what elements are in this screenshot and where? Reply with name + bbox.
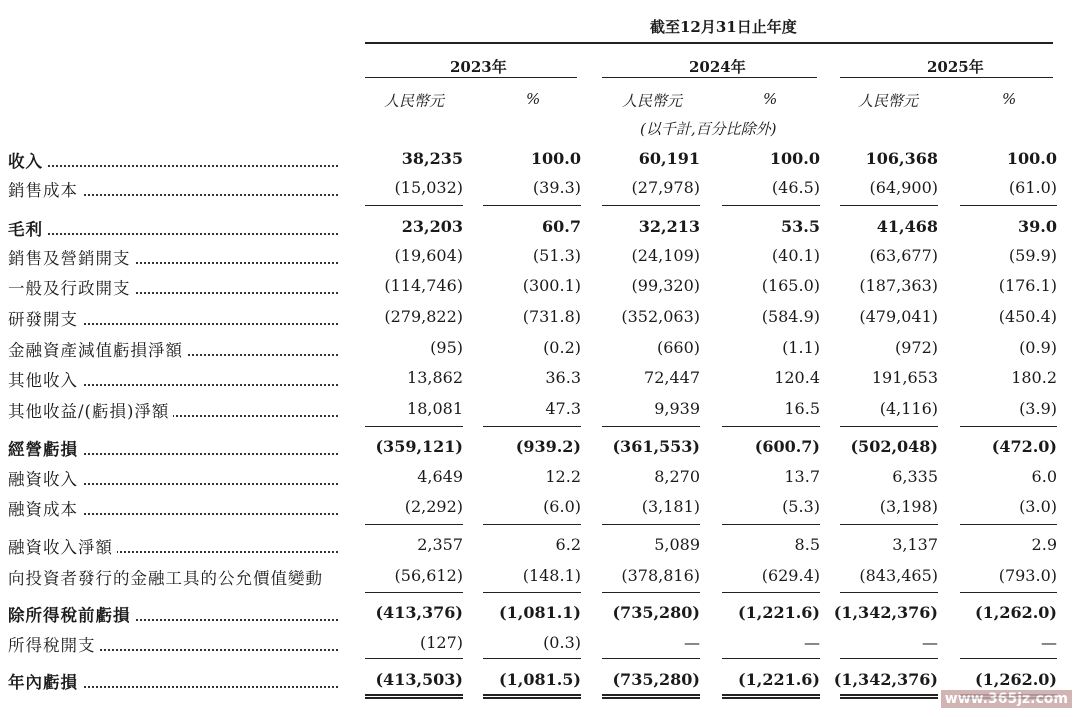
unit-label-2025: 人民幣元 <box>858 92 919 110</box>
unit-label-2024: 人民幣元 <box>622 92 683 110</box>
leader-dots <box>8 165 338 167</box>
table-cell: 191,653 <box>871 368 938 387</box>
section-rule <box>722 524 820 525</box>
row-label-text: 一般及行政開支 <box>8 279 135 298</box>
row-label-text: 融資成本 <box>8 500 82 519</box>
table-cell: (99,320) <box>631 276 700 295</box>
percent-label-2024: % <box>763 90 778 108</box>
table-cell: — <box>684 633 700 652</box>
table-cell: 5,089 <box>654 535 700 554</box>
section-rule <box>840 658 938 659</box>
period-heading: 截至12月31日止年度 <box>650 18 797 36</box>
leader-dots <box>8 233 338 235</box>
table-cell: (413,376) <box>375 603 463 622</box>
row-label <box>8 177 338 201</box>
table-cell: (735,280) <box>612 670 700 689</box>
section-rule <box>960 658 1057 659</box>
double-rule <box>722 694 820 699</box>
unit-label-2023: 人民幣元 <box>384 92 445 110</box>
table-cell: 6.2 <box>555 535 581 554</box>
watermark: www.365jz.com <box>941 690 1072 708</box>
table-cell: — <box>804 633 820 652</box>
table-cell: (4,116) <box>879 399 938 418</box>
row-label <box>8 466 338 490</box>
row-label-text: 年內虧損 <box>8 673 82 692</box>
table-cell: (972) <box>894 338 938 357</box>
table-cell: 18,081 <box>407 399 463 418</box>
table-cell: 23,203 <box>401 217 463 236</box>
row-label-text: 除所得稅前虧損 <box>8 606 135 625</box>
table-cell: 13.7 <box>784 467 820 486</box>
section-rule <box>483 205 581 206</box>
row-label-text: 銷售成本 <box>8 181 82 200</box>
row-label-text: 融資收入 <box>8 470 82 489</box>
year-2023-heading: 2023年 <box>450 58 507 76</box>
row-label <box>8 565 324 589</box>
table-cell: (1,081.1) <box>499 603 581 622</box>
table-cell: (731.8) <box>522 307 581 326</box>
table-cell: (165.0) <box>761 276 820 295</box>
table-cell: 13,862 <box>407 368 463 387</box>
row-label-text: 融資收入淨額 <box>8 538 117 557</box>
section-rule <box>722 426 820 427</box>
table-cell: (3.9) <box>1019 399 1057 418</box>
section-rule <box>840 592 938 593</box>
section-rule <box>722 205 820 206</box>
table-cell: 38,235 <box>401 149 463 168</box>
section-rule <box>365 524 463 525</box>
table-cell: (0.2) <box>543 338 581 357</box>
row-label <box>8 148 338 172</box>
table-cell: (46.5) <box>771 178 820 197</box>
table-cell: 2.9 <box>1031 535 1057 554</box>
double-rule <box>365 694 463 699</box>
table-cell: (187,363) <box>859 276 938 295</box>
table-cell: (300.1) <box>522 276 581 295</box>
table-cell: 39.0 <box>1018 217 1057 236</box>
table-cell: (3,198) <box>879 497 938 516</box>
table-cell: 60,191 <box>638 149 700 168</box>
table-cell: (1,262.0) <box>975 603 1057 622</box>
row-label-text: 向投資者發行的金融工具的公允價值變動 <box>8 569 324 588</box>
year-2025-heading: 2025年 <box>927 58 984 76</box>
table-cell: (39.3) <box>532 178 581 197</box>
table-cell: (450.4) <box>998 307 1057 326</box>
double-rule <box>602 694 700 699</box>
table-cell: (939.2) <box>515 437 581 456</box>
row-label <box>8 245 338 269</box>
row-label <box>8 367 338 391</box>
table-cell: (479,041) <box>859 307 938 326</box>
table-cell: (1,221.6) <box>738 670 820 689</box>
table-cell: (19,604) <box>394 246 463 265</box>
section-rule <box>602 658 700 659</box>
table-cell: 9,939 <box>654 399 700 418</box>
table-cell: (6.0) <box>543 497 581 516</box>
table-cell: (64,900) <box>869 178 938 197</box>
table-cell: (5.3) <box>782 497 820 516</box>
row-label-text: 金融資產減值虧損淨額 <box>8 341 187 360</box>
section-rule <box>722 592 820 593</box>
table-cell: (51.3) <box>532 246 581 265</box>
table-cell: (361,553) <box>612 437 700 456</box>
table-cell: 53.5 <box>781 217 820 236</box>
section-rule <box>483 426 581 427</box>
table-cell: 36.3 <box>545 368 581 387</box>
section-rule <box>602 205 700 206</box>
table-cell: 32,213 <box>638 217 700 236</box>
table-cell: 2,357 <box>417 535 463 554</box>
table-cell: (127) <box>419 633 463 652</box>
year-2023-rule <box>365 77 577 78</box>
table-cell: (61.0) <box>1008 178 1057 197</box>
units-note: (以千計,百分比除外) <box>640 120 777 138</box>
table-cell: (3,181) <box>641 497 700 516</box>
row-label-text: 收入 <box>8 152 47 171</box>
table-cell: 120.4 <box>774 368 820 387</box>
section-rule <box>365 592 463 593</box>
table-cell: 100.0 <box>769 149 820 168</box>
section-rule <box>722 658 820 659</box>
table-cell: (352,063) <box>621 307 700 326</box>
table-cell: 3,137 <box>892 535 938 554</box>
double-rule <box>840 694 938 699</box>
table-cell: 100.0 <box>1006 149 1057 168</box>
section-rule <box>960 426 1057 427</box>
percent-label-2023: % <box>526 90 541 108</box>
table-cell: 106,368 <box>865 149 938 168</box>
table-cell: 180.2 <box>1011 368 1057 387</box>
table-cell: 8.5 <box>794 535 820 554</box>
table-cell: (378,816) <box>621 566 700 585</box>
row-label <box>8 337 338 361</box>
row-label <box>8 534 338 558</box>
table-cell: 47.3 <box>545 399 581 418</box>
row-label-text: 經營虧損 <box>8 440 82 459</box>
table-cell: (148.1) <box>522 566 581 585</box>
table-cell: 12.2 <box>545 467 581 486</box>
table-cell: (27,978) <box>631 178 700 197</box>
section-rule <box>365 658 463 659</box>
row-label <box>8 275 338 299</box>
row-label <box>8 398 338 422</box>
row-label <box>8 632 338 656</box>
period-rule <box>365 42 1053 44</box>
table-cell: (1,221.6) <box>738 603 820 622</box>
table-cell: 100.0 <box>530 149 581 168</box>
table-cell: (660) <box>656 338 700 357</box>
row-label-text: 所得稅開支 <box>8 636 100 655</box>
section-rule <box>602 592 700 593</box>
section-rule <box>365 205 463 206</box>
table-cell: (176.1) <box>998 276 1057 295</box>
section-rule <box>840 426 938 427</box>
double-rule <box>483 694 581 699</box>
table-cell: (1.1) <box>782 338 820 357</box>
table-cell: (1,342,376) <box>833 603 938 622</box>
section-rule <box>602 426 700 427</box>
table-cell: 41,468 <box>876 217 938 236</box>
table-cell: 6,335 <box>892 467 938 486</box>
table-cell: (56,612) <box>394 566 463 585</box>
table-cell: 6.0 <box>1031 467 1057 486</box>
row-label-text: 其他收入 <box>8 371 82 390</box>
table-cell: (2,292) <box>404 497 463 516</box>
table-cell: (279,822) <box>384 307 463 326</box>
table-cell: (735,280) <box>612 603 700 622</box>
table-cell: (40.1) <box>771 246 820 265</box>
row-label-text: 毛利 <box>8 220 47 239</box>
table-cell: (472.0) <box>991 437 1057 456</box>
table-cell: (63,677) <box>869 246 938 265</box>
table-cell: 8,270 <box>654 467 700 486</box>
section-rule <box>602 524 700 525</box>
section-rule <box>483 524 581 525</box>
table-cell: (3.0) <box>1019 497 1057 516</box>
row-label <box>8 306 338 330</box>
row-label <box>8 216 338 240</box>
row-label <box>8 669 338 693</box>
row-label <box>8 436 338 460</box>
year-2024-rule <box>602 77 817 78</box>
table-cell: (95) <box>430 338 463 357</box>
table-cell: 4,649 <box>417 467 463 486</box>
table-cell: (114,746) <box>384 276 463 295</box>
table-cell: (600.7) <box>754 437 820 456</box>
section-rule <box>483 658 581 659</box>
table-cell: (1,342,376) <box>833 670 938 689</box>
table-cell: (793.0) <box>998 566 1057 585</box>
year-2025-rule <box>840 77 1053 78</box>
table-cell: (59.9) <box>1008 246 1057 265</box>
table-cell: (502,048) <box>850 437 938 456</box>
section-rule <box>483 592 581 593</box>
section-rule <box>960 524 1057 525</box>
table-cell: (1,262.0) <box>975 670 1057 689</box>
year-2024-heading: 2024年 <box>689 58 746 76</box>
row-label-text: 研發開支 <box>8 310 82 329</box>
section-rule <box>840 524 938 525</box>
table-cell: (0.9) <box>1019 338 1057 357</box>
table-cell: 60.7 <box>542 217 581 236</box>
table-cell: 72,447 <box>644 368 700 387</box>
table-cell: (0.3) <box>543 633 581 652</box>
percent-label-2025: % <box>1002 90 1017 108</box>
section-rule <box>365 426 463 427</box>
table-cell: (359,121) <box>375 437 463 456</box>
table-cell: (24,109) <box>631 246 700 265</box>
section-rule <box>960 592 1057 593</box>
row-label-text: 銷售及營銷開支 <box>8 249 135 268</box>
table-cell: 16.5 <box>784 399 820 418</box>
section-rule <box>840 205 938 206</box>
table-cell: (629.4) <box>761 566 820 585</box>
section-rule <box>960 205 1057 206</box>
table-cell: (15,032) <box>394 178 463 197</box>
row-label <box>8 602 338 626</box>
table-cell: (843,465) <box>859 566 938 585</box>
table-cell: — <box>922 633 938 652</box>
table-cell: — <box>1041 633 1057 652</box>
table-cell: (413,503) <box>375 670 463 689</box>
row-label <box>8 496 338 520</box>
table-cell: (584.9) <box>761 307 820 326</box>
table-cell: (1,081.5) <box>499 670 581 689</box>
row-label-text: 其他收益/(虧損)淨額 <box>8 402 173 421</box>
